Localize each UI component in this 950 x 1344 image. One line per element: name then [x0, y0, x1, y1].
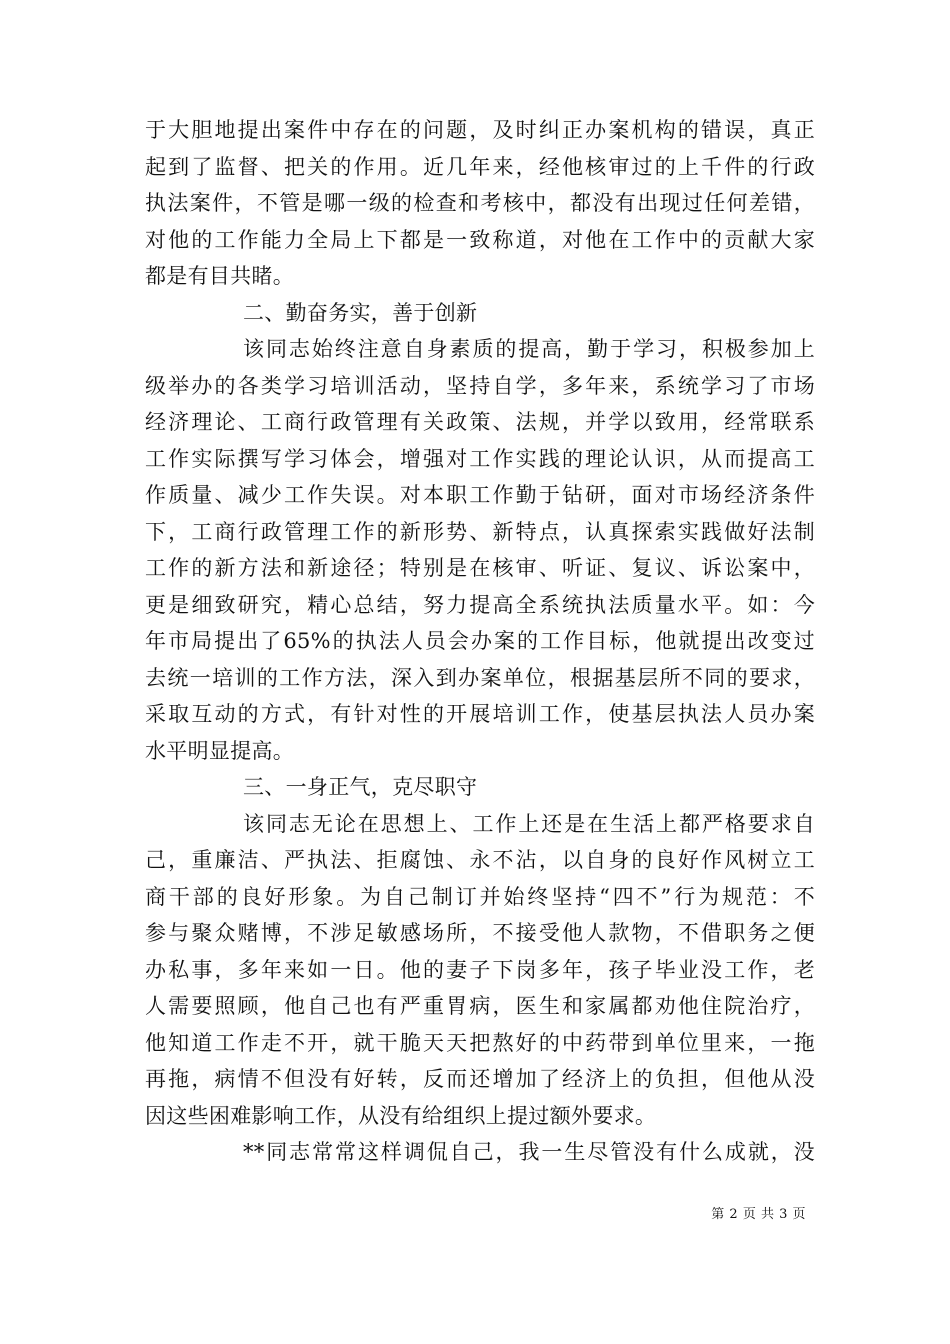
body-text-line: 经济理论、工商行政管理有关政策、法规，并学以致用，经常联系 [145, 410, 815, 434]
body-text-line: 再拖，病情不但没有好转，反而还增加了经济上的负担，但他从没 [145, 1067, 815, 1091]
body-text-line: 去统一培训的工作方法，深入到办案单位，根据基层所不同的要求， [145, 665, 815, 690]
body-text-line: 执法案件，不管是哪一级的检查和考核中，都没有出现过任何差错， [145, 191, 815, 215]
body-text-line: 商干部的良好形象。为自己制订并始终坚持“四不”行为规范：不 [145, 884, 815, 909]
page-footer: 第 2 页 共 3 页 [711, 1207, 806, 1222]
body-text-line: 都是有目共睹。 [145, 264, 295, 288]
document-body [145, 112, 815, 1171]
body-text-line: 他知道工作走不开，就干脆天天把熬好的中药带到单位里来，一拖 [145, 1030, 815, 1055]
body-text-line: 参与聚众赌博，不涉足敏感场所，不接受他人款物，不借职务之便 [145, 921, 815, 945]
body-text-line: 办私事，多年来如一日。他的妻子下岗多年，孩子毕业没工作，老 [145, 957, 815, 982]
body-text-line: 年市局提出了65%的执法人员会办案的工作目标，他就提出改变过 [145, 629, 815, 653]
body-text-line: 工作实际撰写学习体会，增强对工作实践的理论认识，从而提高工 [145, 446, 815, 471]
body-text-line: 工作的新方法和新途径；特别是在核审、听证、复议、诉讼案中， [145, 556, 815, 580]
body-text-line: 己，重廉洁、严执法、拒腐蚀、永不沾，以自身的良好作风树立工 [145, 848, 815, 872]
body-text-line: 人需要照顾，他自己也有严重胃病，医生和家属都劝他住院治疗， [145, 994, 815, 1018]
body-text-line: 作质量、减少工作失误。对本职工作勤于钻研，面对市场经济条件 [145, 483, 815, 507]
section-heading: 二、勤奋务实，善于创新 [243, 300, 478, 325]
body-text-line: 于大胆地提出案件中存在的问题，及时纠正办案机构的错误，真正 [145, 118, 815, 142]
body-text-line: 采取互动的方式，有针对性的开展培训工作，使基层执法人员办案 [145, 702, 815, 726]
body-text-line: **同志常常这样调侃自己，我一生尽管没有什么成就，没 [243, 1140, 815, 1164]
body-text-line: 因这些困难影响工作，从没有给组织上提过额外要求。 [145, 1103, 657, 1128]
section-heading: 三、一身正气，克尽职守 [243, 775, 478, 799]
body-text-line: 级举办的各类学习培训活动，坚持自学，多年来，系统学习了市场 [145, 373, 815, 398]
body-text-line: 该同志始终注意自身素质的提高，勤于学习，积极参加上 [243, 337, 815, 361]
body-text-line: 水平明显提高。 [145, 738, 295, 763]
body-text-line: 更是细致研究，精心总结，努力提高全系统执法质量水平。如：今 [145, 592, 815, 617]
body-text-line: 起到了监督、把关的作用。近几年来，经他核审过的上千件的行政 [145, 154, 815, 179]
body-text-line: 下，工商行政管理工作的新形势、新特点，认真探索实践做好法制 [145, 519, 815, 544]
body-text-line: 对他的工作能力全局上下都是一致称道，对他在工作中的贡献大家 [145, 227, 815, 252]
body-text-line: 该同志无论在思想上、工作上还是在生活上都严格要求自 [243, 811, 815, 836]
